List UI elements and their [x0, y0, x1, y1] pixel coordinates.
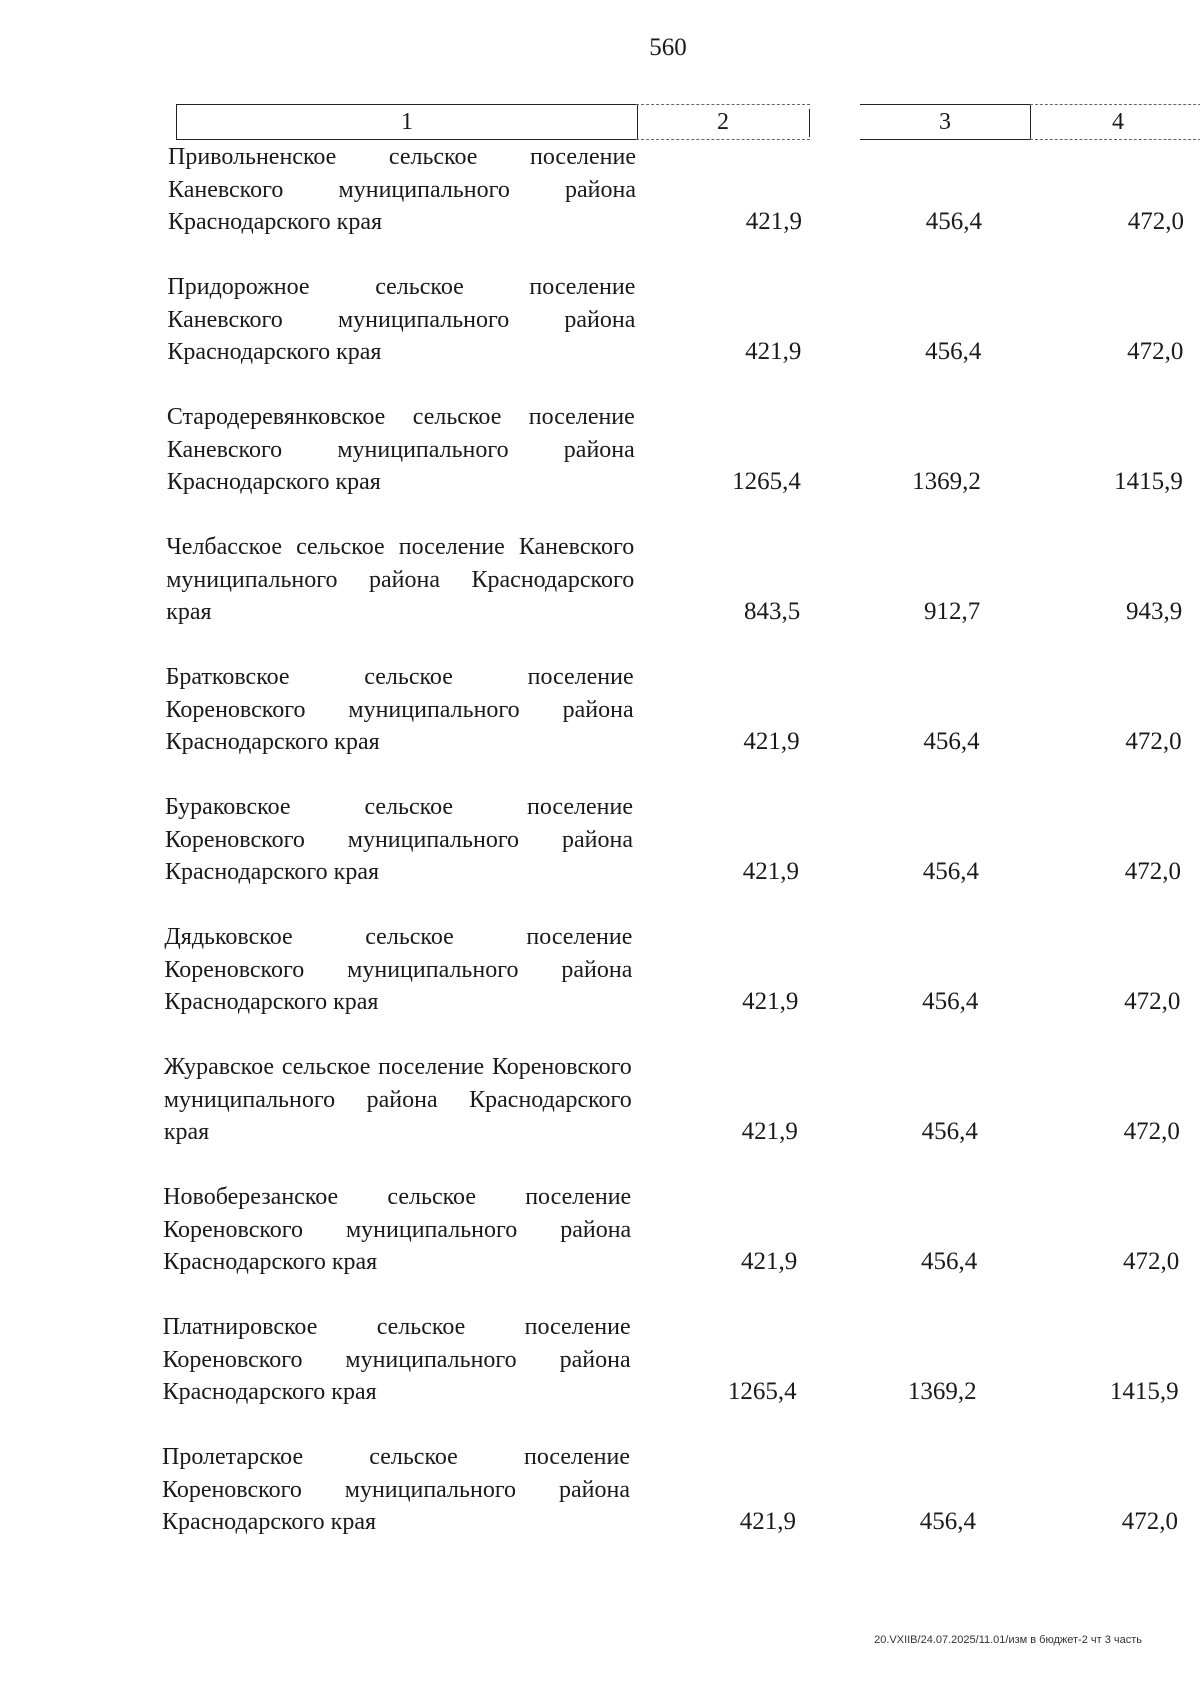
value-col-2: 421,9	[745, 338, 802, 365]
table-row	[166, 531, 1200, 661]
document-footer: 20.VXIIB/24.07.2025/11.01/изм в бюджет-2 чт 3 часть	[874, 1634, 1142, 1646]
table-row	[167, 271, 1200, 401]
value-col-3: 456,4	[925, 208, 982, 235]
value-col-2: 421,9	[739, 1508, 796, 1535]
value-col-2: 421,9	[743, 728, 800, 755]
settlement-name: Братковское сельское поселение Кореновского муниципального района Краснодарского края	[165, 664, 634, 755]
header-col-2	[636, 104, 810, 140]
value-col-2: 421,9	[742, 858, 799, 885]
value-col-3: 912,7	[923, 598, 981, 625]
settlement-name: Бураковское сельское поселение Кореновского муниципального района Краснодарского края	[165, 794, 633, 885]
value-col-3: 456,4	[922, 858, 979, 885]
header-col-4-label: 4	[1112, 109, 1124, 135]
value-col-3: 456,4	[922, 988, 979, 1015]
table-row	[167, 401, 1200, 531]
header-col-2-label: 2	[717, 109, 729, 135]
value-col-4: 472,0	[1123, 1118, 1180, 1145]
value-col-3: 456,4	[923, 728, 980, 755]
table-row	[162, 1441, 1200, 1571]
value-col-4: 472,0	[1121, 1508, 1178, 1535]
table-row	[163, 1181, 1200, 1311]
value-col-2: 1265,4	[727, 1378, 797, 1405]
table-row	[163, 1311, 1200, 1441]
header-divider	[809, 109, 810, 137]
table-row	[166, 661, 1200, 791]
header-col-1: 1	[176, 104, 638, 140]
settlement-name: Привольненское сельское поселение Каневского муниципального района Краснодарского края	[168, 144, 636, 235]
value-col-2: 421,9	[742, 988, 799, 1015]
header-col-3: 3	[860, 104, 1031, 140]
settlement-name: Стародеревянковское сельское поселение Каневского муниципального района Краснодарского края	[166, 404, 635, 495]
value-col-3: 456,4	[925, 338, 982, 365]
settlement-name: Челбасское сельское поселение Каневского муниципального района Краснодарского края	[166, 534, 635, 625]
value-col-4: 472,0	[1127, 338, 1184, 365]
value-col-4: 472,0	[1124, 988, 1181, 1015]
value-col-2: 1265,4	[732, 468, 801, 495]
value-col-4: 472,0	[1127, 208, 1184, 235]
table-row	[164, 1051, 1200, 1181]
value-col-3: 456,4	[919, 1508, 976, 1535]
settlement-name: Придорожное сельское поселение Каневского муниципального района Краснодарского края	[167, 274, 636, 365]
value-col-3: 1369,2	[912, 468, 981, 495]
table-body	[162, 141, 1200, 1571]
value-col-4: 472,0	[1122, 1248, 1180, 1275]
settlement-name: Пролетарское сельское поселение Кореновского муниципального района Краснодарского края	[162, 1444, 630, 1535]
page-number: 560	[649, 34, 687, 61]
value-col-4: 1415,9	[1114, 468, 1183, 495]
value-col-4: 472,0	[1125, 728, 1182, 755]
table-row	[164, 921, 1200, 1051]
table-header	[176, 104, 1200, 140]
table-row	[168, 141, 1200, 271]
settlement-name: Дядьковское сельское поселение Кореновского муниципального района Краснодарского края	[164, 924, 633, 1015]
header-col-4	[1030, 104, 1200, 140]
value-col-2: 843,5	[743, 598, 801, 625]
value-col-2: 421,9	[741, 1118, 798, 1145]
settlement-name: Журавское сельское поселение Кореновского муниципального района Краснодарского края	[163, 1054, 632, 1145]
value-col-3: 456,4	[921, 1118, 978, 1145]
value-col-4: 943,9	[1125, 598, 1183, 625]
settlement-name: Новоберезанское сельское поселение Кореновского муниципального района Краснодарского края	[163, 1184, 632, 1275]
settlement-name: Платнировское сельское поселение Кореновского муниципального района Краснодарского края	[162, 1314, 631, 1405]
table-row	[165, 791, 1200, 921]
value-col-2: 421,9	[745, 208, 802, 235]
value-col-4: 472,0	[1124, 858, 1181, 885]
value-col-3: 456,4	[920, 1248, 978, 1275]
value-col-2: 421,9	[740, 1248, 798, 1275]
value-col-3: 1369,2	[907, 1378, 977, 1405]
value-col-4: 1415,9	[1109, 1378, 1179, 1405]
